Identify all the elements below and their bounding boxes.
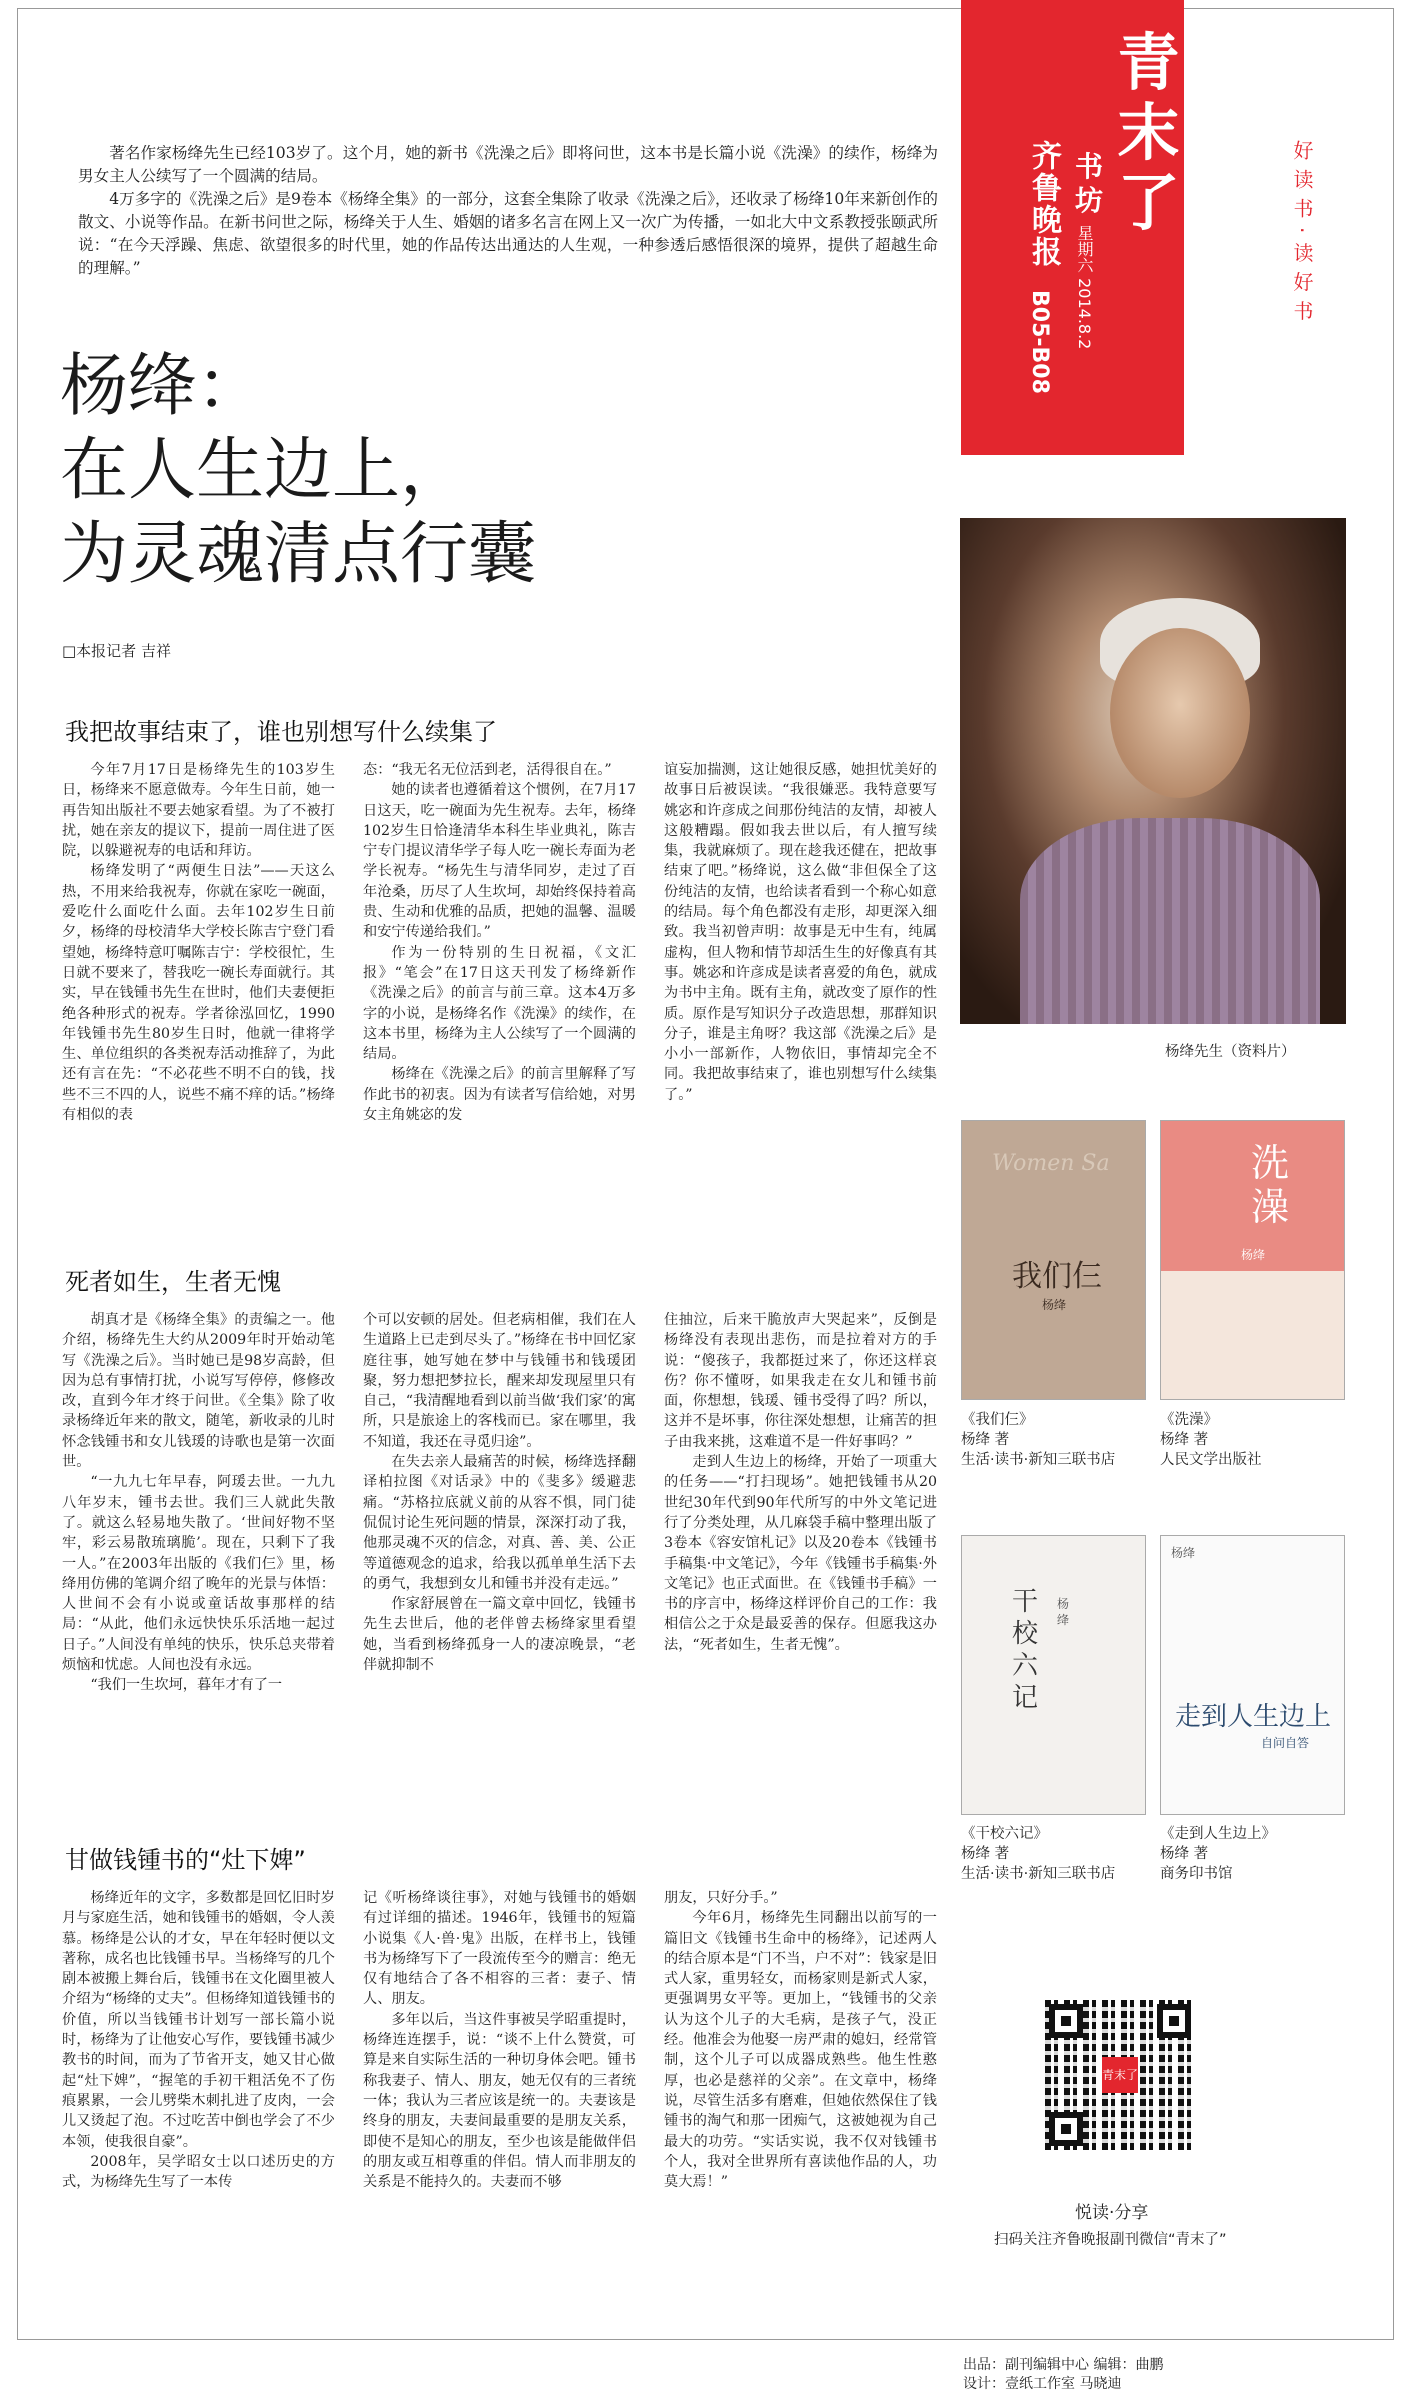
headline-line: 杨绛： bbox=[60, 347, 265, 426]
portrait-photo bbox=[960, 518, 1346, 1024]
paragraph: 作为一份特别的生日祝福，《文汇报》“笔会”在17日这天刊发了杨绛新作《洗澡之后》的前言与前三章。这本4万多字的小说，是杨绛名作《洗澡》的续作，在这本书里，杨绛为主人公续写了一个圆满的结局。 bbox=[363, 944, 636, 1063]
column bbox=[62, 1888, 335, 2192]
book-cover bbox=[1160, 1535, 1345, 1815]
qr-code[interactable] bbox=[1043, 1998, 1197, 2152]
book-publisher: 商务印书馆 bbox=[1160, 1866, 1233, 1882]
paragraph: “一九九七年早春，阿瑗去世。一九九八年岁末，锺书去世。我们三人就此失散了。就这么轻易地失散了。‘世间好物不坚牢，彩云易散琉璃脆’。现在，只剩下了我一人。”在2003年出版的《我们仨》里，杨绛用仿佛的笔调介绍了晚年的光景与体悟：人世间不会有小说或童话故事那样的结局：“从此，他们永远快快乐乐活地一起过日子。”人间没有单纯的快乐，快乐总夹带着烦恼和忧虑。人间也没有永远。 bbox=[62, 1474, 335, 1674]
paragraph: 今年7月17日是杨绛先生的103岁生日，杨绛来不愿意做寿。今年生日前，她一再告知出版社不要去她家看望。为了不被打扰，她在亲友的提议下，提前一周住进了医院，以躲避祝寿的电话和拜访。 bbox=[62, 762, 335, 860]
qr-logo: 青末了 bbox=[1102, 2057, 1138, 2093]
headline-line: 为灵魂清点行囊 bbox=[60, 515, 537, 594]
paragraph: 2008年，吴学昭女士以口述历史的方式，为杨绛先生写了一本传 bbox=[62, 2153, 335, 2191]
photo-face bbox=[1110, 628, 1250, 798]
masthead-section: 书坊 bbox=[1074, 150, 1103, 217]
book-cover bbox=[1160, 1120, 1345, 1400]
masthead-pages: B05-B08 bbox=[1027, 290, 1052, 394]
book-cover-subtitle: 自问自答 bbox=[1261, 1736, 1310, 1750]
book-cover bbox=[961, 1535, 1146, 1815]
book-title: 《干校六记》 bbox=[961, 1826, 1048, 1842]
book-cover-english-title: Women Sa bbox=[992, 1151, 1110, 1176]
book-publisher: 生活·读书·新知三联书店 bbox=[961, 1866, 1116, 1882]
masthead-slogan: 好读书·读好书 bbox=[1290, 140, 1314, 330]
photo-caption: 杨绛先生（资料片） bbox=[1165, 1044, 1296, 1060]
paragraph: 在失去亲人最痛苦的时候，杨绛选择翻译柏拉图《对话录》中的《斐多》缓避悲痛。“苏格拉底就义前的从容不惧，同门徒侃侃讨论生死问题的情景，深深打动了我，他那灵魂不灭的信念，对真、善、美、公正等道德观念的追求，给我以孤单单生活下去的勇气，我想到女儿和锺书并没有走远。” bbox=[363, 1454, 636, 1592]
section-heading: 我把故事结束了，谁也别想写什么续集了 bbox=[65, 718, 497, 746]
paragraph: 作家舒展曾在一篇文章中回忆，钱锺书先生去世后，他的老伴曾去杨绛家里看望她，当看到杨绛孤身一人的凄凉晚景，“老伴就抑制不 bbox=[363, 1596, 636, 1674]
paragraph: 谊妄加揣测，这让她很反感，她担忧美好的故事日后被误读。“我很嫌恶。我特意要写姚宓和许彦成之间那份纯洁的友情，却被人这般糟蹋。假如我去世以后，有人擅写续集，我就麻烦了。现在趁我还健在，把故事结束了吧。”杨绛说，这么做“非但保全了这份纯洁的友情，也给读者看到一个称心如意的结局。每个角色都没有走形，却更深入细致。我当初曾声明：故事是无中生有，纯属虚构，但人物和情节却活生生的好像真有其事。姚宓和许彦成是读者喜爱的角色，就成为书中主角。既有主角，就改变了原作的性质。原作是写知识分子改造思想，那群知识分子，谁是主角呀？我这部《洗澡之后》是小小一部新作，人物依旧，事情却完全不同。我把故事结束了，谁也别想写什么续集了。” bbox=[664, 762, 937, 1103]
book-cover-title: 洗澡 bbox=[1251, 1141, 1290, 1229]
book-cover-author: 杨绛 bbox=[1171, 1546, 1196, 1560]
book-cover bbox=[961, 1120, 1146, 1400]
paragraph: 今年6月，杨绛先生同翻出以前写的一篇旧文《钱锺书生命中的杨绛》，记述两人的结合原本是“门不当，户不对”：钱家是旧式人家，重男轻女，而杨家则是新式人家，更强调男女平等。更加上，“钱锺书的父亲认为这个儿子的大毛病，是孩子气，没正经。他准会为他娶一房严肃的媳妇，经常管制，这个儿子可以成器成熟些。他生性憨厚，也必是慈祥的父亲”。在文章中，杨绛说，尽管生活多有磨难，但她依然保住了钱锺书的淘气和那一团痴气，这被她视为自己最大的功劳。“实话实说，我不仅对钱锺书个人，我对全世界所有喜读他作品的人，功莫大焉！” bbox=[664, 1910, 937, 2191]
book-cover-author: 杨绛 bbox=[1057, 1597, 1070, 1627]
paragraph: 朋友，只好分手。” bbox=[664, 1890, 778, 1906]
masthead-date bbox=[1073, 225, 1096, 349]
qr-finder bbox=[1049, 2112, 1083, 2146]
paragraph: 个可以安顿的居处。但老病相催，我们在人生道路上已走到尽头了。”杨绛在书中回忆家庭往事，她写她在梦中与钱锺书和钱瑗团聚，努力想把梦拉长，醒来却发现屋里只有自己，“我清醒地看到以前当做‘我们家’的寓所，只是旅途上的客栈而已。家在哪里，我不知道，我还在寻觅归途”。 bbox=[363, 1312, 636, 1450]
masthead-date-value: 2014.8.2 bbox=[1075, 278, 1094, 350]
section-body bbox=[62, 1310, 937, 1696]
paragraph: 记《听杨绛谈往事》，对她与钱锺书的婚姻有过详细的描述。1946年，钱锺书的短篇小说集《人·兽·鬼》出版，在样书上，钱锺书为杨绛写下了一段流传至今的赠言：绝无仅有地结合了各不相容的三者：妻子、情人、朋友。 bbox=[363, 1890, 636, 2008]
book-info bbox=[1160, 1410, 1262, 1470]
book-publisher: 生活·读书·新知三联书店 bbox=[961, 1452, 1116, 1468]
byline: □本报记者 吉祥 bbox=[62, 642, 171, 660]
paragraph: 杨绛近年的文字，多数都是回忆旧时岁月与家庭生活，她和钱锺书的婚姻，令人羡慕。杨绛是公认的才女，早在年轻时便以文著称，成名也比钱锺书早。当杨绛写的几个剧本被搬上舞台后，钱锺书在文化圈里被人介绍为“杨绛的丈夫”。但杨绛知道钱锺书的价值，所以当钱锺书计划写一部长篇小说时，杨绛为了让他安心写作，要钱锺书减少教书的时间，而为了节省开支，她又甘心做起“灶下婢”，“握笔的手初干粗活免不了伤痕累累，一会儿劈柴木刺扎进了皮肉，一会儿又烫起了泡。不过吃苦中倒也学会了不少本领，使我很自豪”。 bbox=[62, 1890, 335, 2150]
photo-sweater bbox=[1020, 818, 1320, 1024]
paragraph: “我们一生坎坷，暮年才有了一 bbox=[90, 1677, 283, 1694]
footer-credits bbox=[963, 2356, 1163, 2394]
headline bbox=[60, 345, 536, 597]
qr-finder bbox=[1049, 2004, 1083, 2038]
book-title: 《走到人生边上》 bbox=[1160, 1826, 1276, 1842]
book-publisher: 人民文学出版社 bbox=[1160, 1452, 1262, 1468]
book-info bbox=[961, 1824, 1115, 1884]
column bbox=[664, 1888, 937, 2192]
intro-paragraph: 4万多字的《洗澡之后》是9卷本《杨绛全集》的一部分，这套全集除了收录《洗澡之后》，还收录了杨绛10年来新创作的散文、小说等作品。在新书问世之际，杨绛关于人生、婚姻的诸多名言在网上又一次广为传播，一如北大中文系教授张颐武所说：“在今天浮躁、焦虑、欲望很多的时代里，她的作品传达出通达的人生观，一种参透后感悟很深的境界，提供了超越生命的理解。” bbox=[78, 190, 938, 277]
column bbox=[664, 1310, 937, 1696]
column bbox=[363, 760, 636, 1125]
book-cover-title: 干校六记 bbox=[1012, 1587, 1039, 1713]
book-author: 杨绛 著 bbox=[1160, 1432, 1209, 1448]
column bbox=[363, 1310, 636, 1696]
footer-line: 出品：副刊编辑中心 编辑：曲鹏 bbox=[963, 2357, 1164, 2373]
section-heading: 死者如生，生者无愧 bbox=[65, 1268, 281, 1296]
book-title: 《我们仨》 bbox=[961, 1412, 1034, 1428]
book-author: 杨绛 著 bbox=[1160, 1846, 1209, 1862]
paragraph: 杨绛发明了“两便生日法”——天这么热，不用来给我祝寿，你就在家吃一碗面，爱吃什么面吃什么面。去年102岁生日前夕，杨绛的母校清华大学校长陈吉宁登门看望她，杨绛特意叮嘱陈吉宁：学校很忙，生日就不要来了，替我吃一碗长寿面就行。其实，早在钱锺书先生在世时，他们夫妻便拒绝各种形式的祝寿。学者徐泓回忆，1990年钱锺书先生80岁生日时，他就一律将学生、单位组织的各类祝寿活动推辞了，为此还有言在先：“不必花些不明不白的钱，找些不三不四的人，说些不痛不痒的话。”杨绛有相似的表 bbox=[62, 863, 335, 1124]
book-cover-title: 我们仨 bbox=[1012, 1259, 1102, 1294]
book-info bbox=[961, 1410, 1115, 1470]
headline-line: 在人生边上， bbox=[60, 431, 469, 510]
book-title: 《洗澡》 bbox=[1160, 1412, 1218, 1428]
intro bbox=[78, 142, 938, 280]
paragraph: 多年以后，当这件事被吴学昭重提时，杨绛连连摆手，说：“谈不上什么赞赏，可算是来自实际生活的一种切身体会吧。锺书称我妻子、情人、朋友，她无仅有的三者统一体；我认为三者应该是统一的。夫妻该是终身的朋友，夫妻间最重要的是朋友关系，即使不是知心的朋友，至少也该是能做伴侣的朋友或互相尊重的伴侣。情人而非朋友的关系是不能持久的。夫妻而不够 bbox=[363, 2011, 636, 2191]
book-cover-author: 杨绛 bbox=[1042, 1298, 1067, 1312]
masthead-weekday: 星期六 bbox=[1075, 225, 1094, 273]
column bbox=[664, 760, 937, 1125]
book-cover-title: 走到人生边上 bbox=[1175, 1702, 1332, 1732]
masthead-title: 青末了 bbox=[1117, 26, 1180, 239]
intro-paragraph: 著名作家杨绛先生已经103岁了。这个月，她的新书《洗澡之后》即将问世，这本书是长篇小说《洗澡》的续作，杨绛为男女主人公续写了一个圆满的结局。 bbox=[78, 144, 938, 185]
paragraph: 杨绛在《洗澡之后》的前言里解释了写作此书的初衷。因为有读者写信给她，对男女主角姚宓的发 bbox=[363, 1066, 636, 1124]
paragraph: 住抽泣，后来干脆放声大哭起来”，反倒是杨绛没有表现出悲伤，而是拉着对方的手说：“傻孩子，我都挺过来了，你还这样哀伤？你不懂呀，如果我走在女儿和锺书前面，你想想，钱瑗、锺书受得了吗？所以，这并不是坏事，你往深处想想，让痛苦的担子由我来挑，这难道不是一件好事吗？” bbox=[664, 1312, 937, 1450]
qr-finder bbox=[1157, 2004, 1191, 2038]
qr-description: 扫码关注齐鲁晚报副刊微信“青末了” bbox=[994, 2232, 1227, 2248]
paragraph: 胡真才是《杨绛全集》的责编之一。他介绍，杨绛先生大约从2009年时开始动笔写《洗澡之后》。当时她已是98岁高龄，但因为总有事情打扰，小说写写停停，修修改改，直到今年才终于问世。《全集》除了收录杨绛近年来的散文，随笔，新收录的儿时怀念钱锺书和女儿钱瑗的诗歌也是第一次面世。 bbox=[62, 1312, 335, 1471]
book-author: 杨绛 著 bbox=[961, 1432, 1010, 1448]
section-body bbox=[62, 760, 937, 1125]
column bbox=[363, 1888, 636, 2192]
qr-label: 悦读·分享 bbox=[1075, 2203, 1149, 2223]
paragraph: 走到人生边上的杨绛，开始了一项重大的任务——“打扫现场”。她把钱锺书从20世纪30年代到90年代所写的中外文笔记进行了分类处理，从几麻袋手稿中整理出版了3卷本《容安馆札记》以及20卷本《钱锺书手稿集·中文笔记》，今年《钱锺书手稿集·外文笔记》也正式面世。在《钱锺书手稿》一书的序言中，杨绛这样评价自己的工作：我相信公之于众是最妥善的保存。但愿我这办法，“死者如生，生者无愧”。 bbox=[664, 1454, 937, 1653]
book-cover-author: 杨绛 bbox=[1241, 1248, 1266, 1262]
paragraph: 她的读者也遵循着这个惯例，在7月17日这天，吃一碗面为先生祝寿。去年，杨绛102岁生日恰逢清华本科生毕业典礼，陈吉宁专门提议清华学子每人吃一碗长寿面为老学长祝寿。“杨先生与清华同岁，走过了百年沧桑，历尽了人生坎坷，却始终保持着高贵、生动和优雅的品质，把她的温馨、温暖和安宁传递给我们。” bbox=[363, 782, 636, 941]
book-author: 杨绛 著 bbox=[961, 1846, 1010, 1862]
column bbox=[62, 1310, 335, 1696]
paragraph: 态：“我无名无位活到老，活得很自在。” bbox=[363, 762, 612, 778]
section-body bbox=[62, 1888, 937, 2192]
column bbox=[62, 760, 335, 1125]
footer-line: 设计：壹纸工作室 马晓迪 bbox=[963, 2376, 1122, 2392]
book-info bbox=[1160, 1824, 1276, 1884]
section-heading: 甘做钱锺书的“灶下婢” bbox=[65, 1846, 306, 1874]
masthead-brand: 齐鲁晚报 bbox=[1026, 140, 1061, 268]
masthead bbox=[961, 0, 1184, 455]
